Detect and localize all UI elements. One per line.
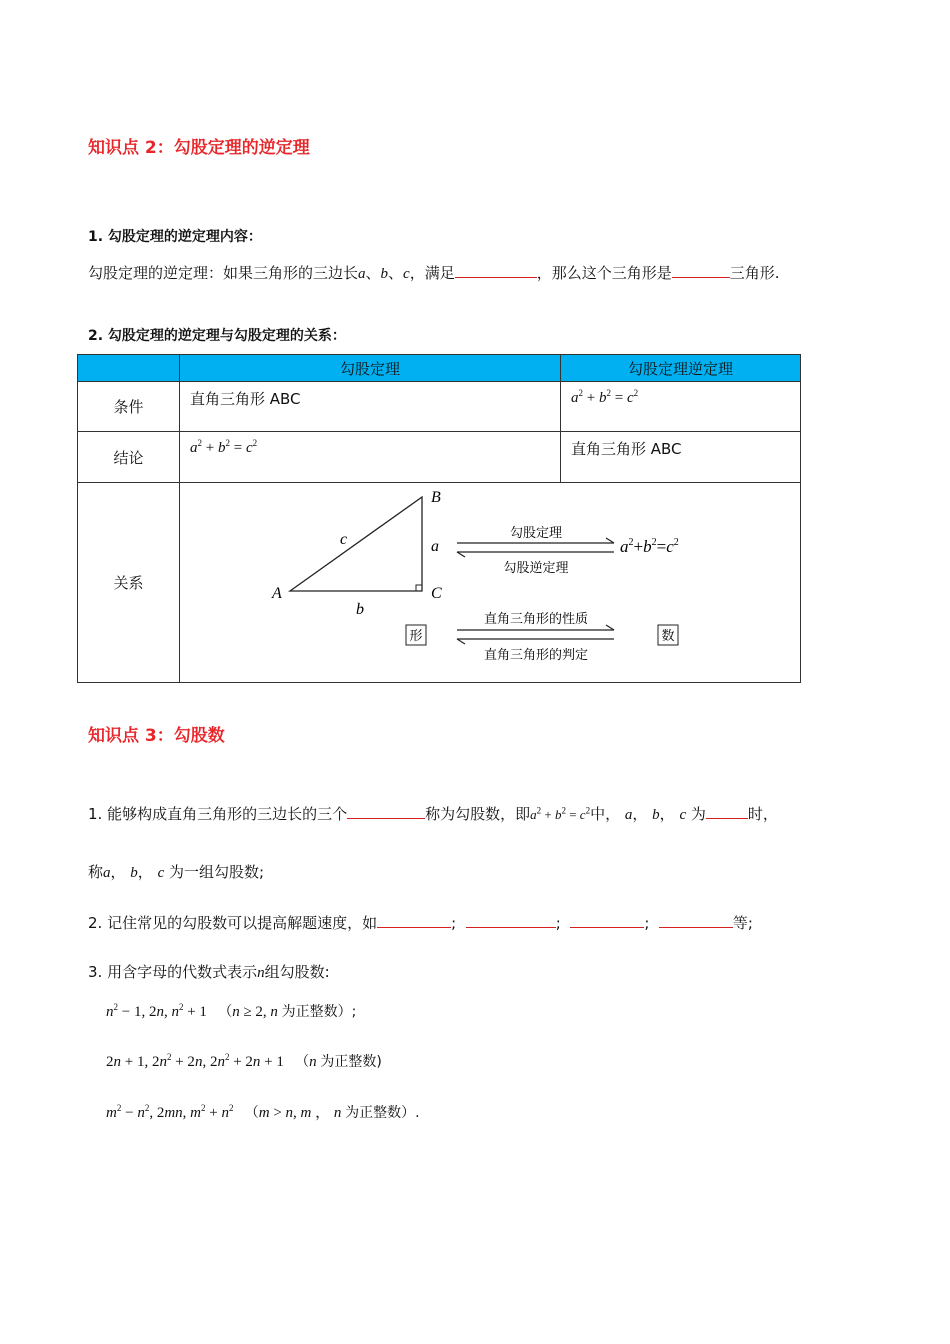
arrow2-forward-head bbox=[606, 625, 614, 630]
side-a: a bbox=[431, 538, 439, 555]
var-a: a bbox=[358, 266, 366, 282]
row-label-relation: 关系 bbox=[78, 483, 180, 683]
s3-paragraph3 bbox=[88, 961, 330, 982]
side-c: c bbox=[340, 531, 348, 548]
cell-conclusion-right: 直角三角形 ABC bbox=[561, 432, 801, 483]
s3-paragraph1: 1. 能够构成直角三角形的三边长的三个 称为勾股数，即$a^2 + b^2 = c^2$中， a， b， c 为 时， bbox=[88, 805, 778, 823]
section2-title: 知识点 2：勾股定理的逆定理 bbox=[88, 138, 310, 158]
relation-equation: $a^2+b^2=c^2$ bbox=[620, 537, 679, 556]
cell-condition-left: 直角三角形 ABC bbox=[180, 382, 561, 432]
blank-triangle-type[interactable] bbox=[672, 263, 730, 278]
item1-text-a: 勾股定理的逆定理：如果三角形的三边长 bbox=[88, 264, 359, 282]
formula-1-cond: 为正整数）; bbox=[281, 1004, 357, 1020]
cell-conclusion-left: $a^2 + b^2 = c^2$ bbox=[180, 432, 561, 483]
row-label-conclusion: 结论 bbox=[78, 432, 180, 483]
table-row-conclusion bbox=[78, 432, 801, 483]
p2-sep-3: ; bbox=[644, 914, 650, 932]
formula-3: $m^2 - n^2$, 2mn, $m^2 + n^2$ （m > n, m ， n 为正整数）. bbox=[106, 1103, 420, 1121]
arrow-label-pythagoras: 勾股定理 bbox=[509, 526, 563, 541]
header-empty bbox=[78, 355, 180, 382]
item1-text-d: 三角形. bbox=[729, 264, 780, 282]
arrow-backward-head bbox=[457, 552, 465, 557]
item1-title: 1. 勾股定理的逆定理内容： bbox=[88, 229, 262, 245]
item1-text: 勾股定理的逆定理：如果三角形的三边长a、b、c，满足 ，那么这个三角形是 三角形. bbox=[88, 264, 780, 282]
blank-p2-4[interactable] bbox=[659, 913, 733, 928]
arrow2-backward-head bbox=[457, 639, 465, 644]
relation-table bbox=[77, 354, 801, 683]
shape-box-label: 形 bbox=[409, 629, 423, 644]
p2-end: 等; bbox=[732, 914, 753, 932]
vertex-A: A bbox=[272, 585, 282, 602]
blank-p2-1[interactable] bbox=[377, 913, 451, 928]
blank-condition[interactable] bbox=[455, 263, 537, 278]
arrow-label-converse: 勾股逆定理 bbox=[503, 561, 569, 576]
p1-text-f: 称 bbox=[88, 863, 104, 881]
arrow-forward-head bbox=[606, 538, 614, 543]
p1-formula: $a^2 + b^2 = c^2$ bbox=[530, 805, 591, 822]
blank-p2-3[interactable] bbox=[570, 913, 644, 928]
table-row-relation bbox=[78, 483, 801, 683]
p1-text-e: 时， bbox=[747, 805, 778, 823]
row-label-condition: 条件 bbox=[78, 382, 180, 432]
cell-condition-right: $a^2 + b^2 = c^2$ bbox=[561, 382, 801, 432]
arrow-label-property: 直角三角形的性质 bbox=[483, 612, 589, 627]
p1-text-d: 为 bbox=[690, 805, 706, 823]
formula-3-cond: 为正整数）. bbox=[345, 1105, 420, 1121]
p3-text-b: 组勾股数: bbox=[264, 963, 330, 981]
p3-var: n bbox=[257, 965, 265, 981]
item1-text-b: ，满足 bbox=[409, 264, 455, 282]
blank-p1-1[interactable] bbox=[347, 804, 425, 819]
blank-p1-2[interactable] bbox=[706, 804, 748, 819]
blank-p2-2[interactable] bbox=[466, 913, 556, 928]
header-pythagoras: 勾股定理 bbox=[180, 355, 561, 382]
p2-sep-1: ; bbox=[451, 914, 457, 932]
right-triangle bbox=[290, 497, 422, 591]
var-c: c bbox=[403, 266, 410, 282]
s3-paragraph1-cont: 称a， b， c 为一组勾股数; bbox=[88, 863, 265, 881]
p1-text-c: 中， bbox=[590, 805, 621, 823]
vertex-C: C bbox=[431, 585, 442, 602]
relation-diagram bbox=[180, 483, 800, 682]
formula-2-cond: 为正整数) bbox=[320, 1054, 382, 1070]
vertex-B: B bbox=[431, 489, 441, 506]
s3-paragraph2 bbox=[88, 912, 753, 933]
var-b: b bbox=[380, 266, 389, 282]
item1-text-c: ，那么这个三角形是 bbox=[536, 264, 672, 282]
arrow-label-criterion: 直角三角形的判定 bbox=[483, 648, 589, 663]
formula-2: 2n + 1, $2n^2 + 2n$, $2n^2 + 2n + 1$ （n 为正整数) bbox=[106, 1052, 382, 1070]
item2-title: 2. 勾股定理的逆定理与勾股定理的关系： bbox=[88, 328, 346, 344]
right-angle-mark bbox=[416, 585, 422, 591]
header-converse: 勾股定理逆定理 bbox=[561, 355, 801, 382]
cell-relation-diagram bbox=[180, 483, 801, 683]
p2-sep-2: ; bbox=[555, 914, 561, 932]
section3-title: 知识点 3：勾股数 bbox=[88, 726, 225, 746]
number-box-label: 数 bbox=[661, 629, 675, 644]
table-row-condition bbox=[78, 382, 801, 432]
p1-text-a: 1. 能够构成直角三角形的三边长的三个 bbox=[88, 805, 348, 823]
table-header-row bbox=[78, 355, 801, 382]
p3-text: 3. 用含字母的代数式表示 bbox=[88, 963, 258, 981]
side-b: b bbox=[356, 601, 364, 618]
p1-text-b: 称为勾股数，即 bbox=[425, 805, 531, 823]
formula-1: $n^2 - 1$, 2n, $n^2 + 1$ （n ≥ 2, n 为正整数）; bbox=[106, 1002, 357, 1020]
p2-text-a: 2. 记住常见的勾股数可以提高解题速度，如 bbox=[88, 914, 378, 932]
p1-text-g: 为一组勾股数; bbox=[169, 863, 265, 881]
